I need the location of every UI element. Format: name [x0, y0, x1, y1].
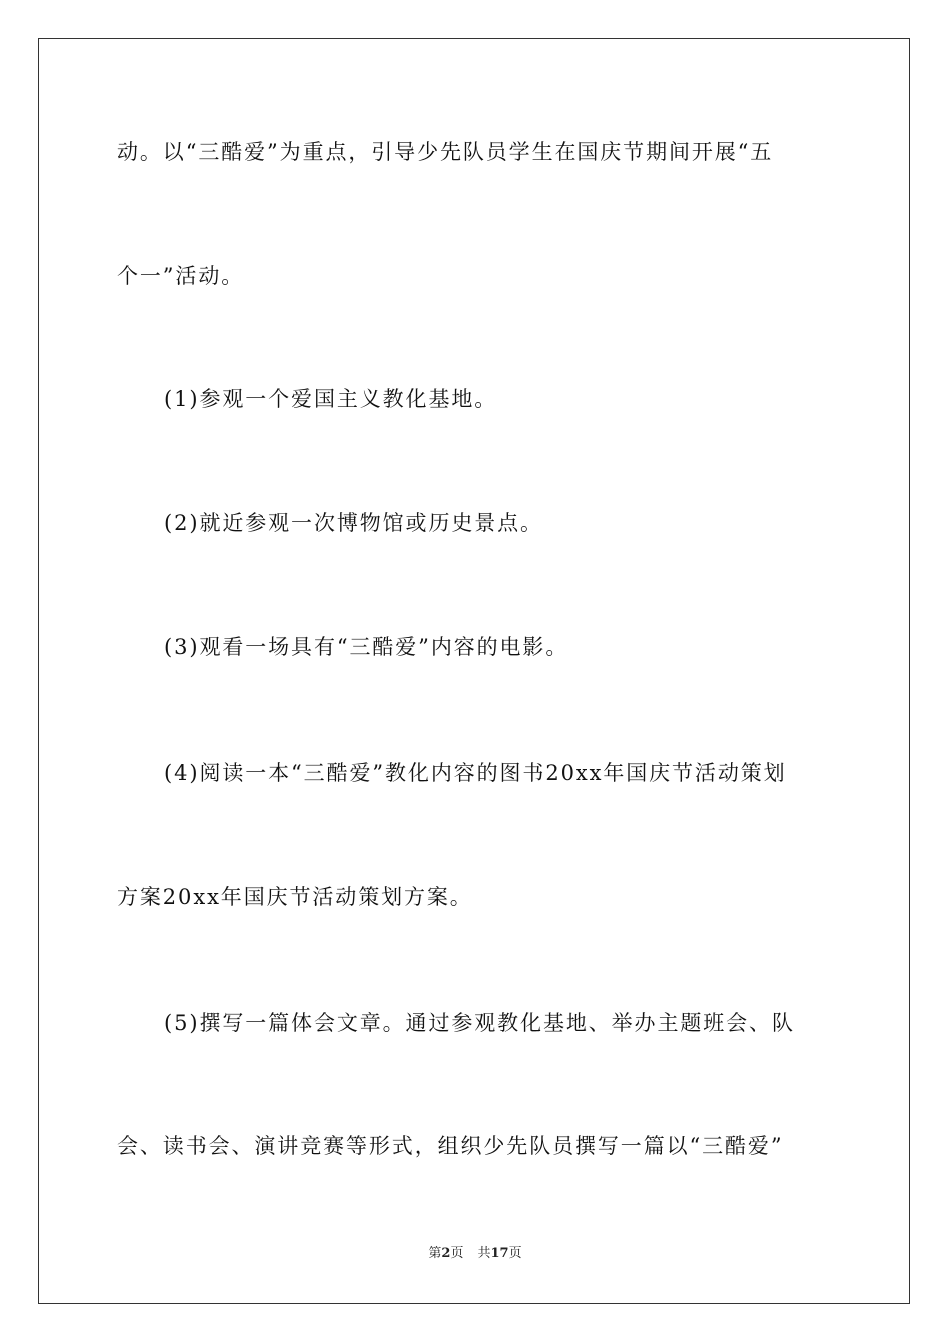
list-item-1: (1)参观一个爱国主义教化基地。 — [164, 387, 498, 411]
total-prefix: 共 — [477, 1246, 491, 1261]
page-footer — [0, 1245, 950, 1263]
page-indicator — [428, 1246, 463, 1261]
paragraph-line-1: 动。以“三酷爱”为重点，引导少先队员学生在国庆节期间开展“五 — [117, 140, 774, 164]
list-item-5-line-1: (5)撰写一篇体会文章。通过参观教化基地、举办主题班会、队 — [164, 1011, 795, 1035]
list-item-3: (3)观看一场具有“三酷爱”内容的电影。 — [164, 635, 569, 659]
total-suffix: 页 — [508, 1246, 522, 1261]
total-pages-indicator — [477, 1246, 521, 1261]
page-frame — [38, 38, 910, 1304]
page-number: 2 — [441, 1246, 451, 1261]
list-item-4-line-1: (4)阅读一本“三酷爱”教化内容的图书20xx年国庆节活动策划 — [164, 761, 787, 785]
list-item-4-line-2: 方案20xx年国庆节活动策划方案。 — [117, 885, 473, 909]
list-item-5-line-2: 会、读书会、演讲竞赛等形式，组织少先队员撰写一篇以“三酷爱” — [117, 1134, 784, 1158]
page-suffix: 页 — [450, 1246, 464, 1261]
list-item-2: (2)就近参观一次博物馆或历史景点。 — [164, 511, 543, 535]
total-number: 17 — [490, 1246, 509, 1261]
page-prefix: 第 — [428, 1246, 442, 1261]
paragraph-line-2: 个一”活动。 — [117, 264, 245, 288]
